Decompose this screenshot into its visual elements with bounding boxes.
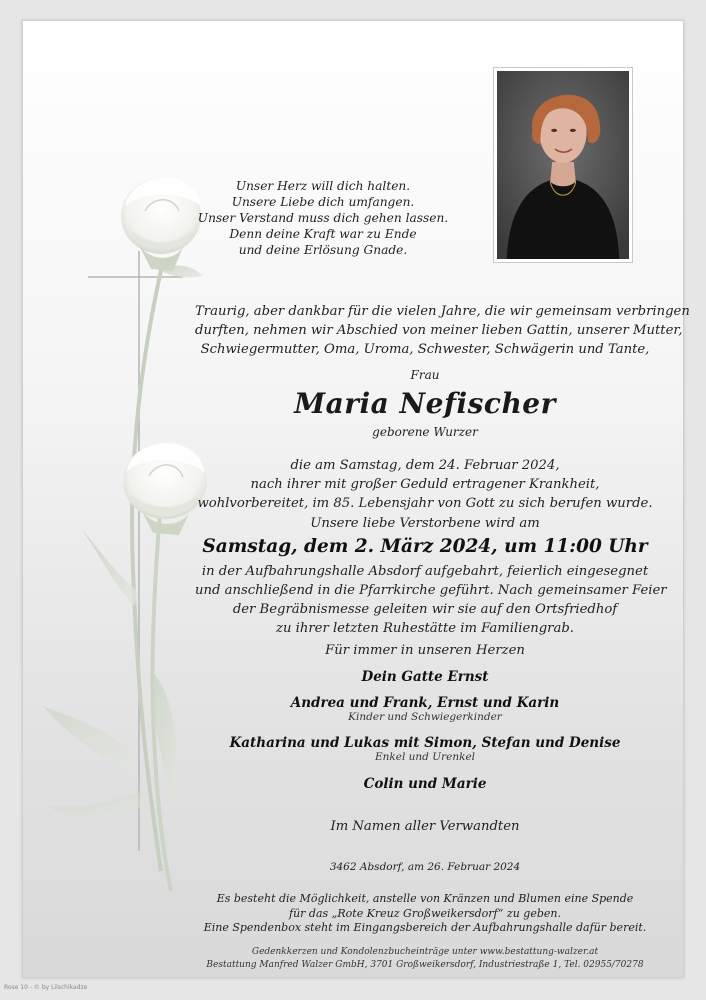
place-date: 3462 Absdorf, am 26. Februar 2024 xyxy=(329,861,521,873)
poem-line: Unser Herz will dich halten. xyxy=(235,179,411,193)
laid-out-intro: Unsere liebe Verstorbene wird am xyxy=(310,516,540,531)
death-line: die am Samstag, dem 24. Februar 2024, xyxy=(290,458,560,473)
death-line: wohlvorbereitet, im 85. Lebensjahr von Gott zu sich berufen wurde. xyxy=(197,496,653,511)
death-line: nach ihrer mit großer Geduld ertragener Krankheit, xyxy=(250,477,600,492)
family-names: Colin und Marie xyxy=(363,776,487,792)
rose-cross-illustration xyxy=(33,151,233,911)
intro-line: durften, nehmen wir Abschied von meiner lieben Gattin, unserer Mutter, xyxy=(195,323,683,338)
portrait-photo xyxy=(493,67,633,263)
family-entry xyxy=(195,735,655,763)
family-names: Katharina und Lukas mit Simon, Stefan und Denise xyxy=(229,735,621,751)
poem-line: Unsere Liebe dich umfangen. xyxy=(231,195,415,209)
family-names: Andrea und Frank, Ernst und Karin xyxy=(290,695,560,711)
family-entry xyxy=(195,776,655,792)
birth-name: geborene Wurzer xyxy=(372,425,478,439)
ceremony-line: und anschließend in die Pfarrkirche geführt. Nach gemeinsamer Feier xyxy=(195,583,667,598)
donation-note xyxy=(195,892,655,936)
family-names: Dein Gatte Ernst xyxy=(361,669,489,685)
poem-line: und deine Erlösung Gnade. xyxy=(238,243,408,257)
footer-line: Gedenkkerzen und Kondolenzbucheinträge unter www.bestattung-walzer.at xyxy=(251,947,599,957)
intro-line: Traurig, aber dankbar für die vielen Jahre, die wir gemeinsam verbringen xyxy=(195,304,690,319)
poem-line: Denn deine Kraft war zu Ende xyxy=(229,227,417,241)
ceremony-details xyxy=(195,562,667,638)
death-notice xyxy=(195,456,655,513)
forever-line: Für immer in unseren Herzen xyxy=(325,643,525,658)
family-entry xyxy=(195,669,655,685)
image-credit: Rose 10 - © by Lilschikadze xyxy=(4,984,88,991)
donation-line: für das „Rote Kreuz Großweikersdorf“ zu geben. xyxy=(289,906,561,920)
poem xyxy=(173,178,473,258)
donation-line: Eine Spendenbox steht im Eingangsbereich der Aufbahrungshalle dafür bereit. xyxy=(203,921,647,934)
ceremony-line: in der Aufbahrungshalle Absdorf aufgebahrt, feierlich eingesegnet xyxy=(201,564,649,579)
deceased-name: Maria Nefischer xyxy=(294,387,556,420)
intro-text xyxy=(195,302,690,359)
salutation: Frau xyxy=(410,368,440,382)
funeral-home-footer xyxy=(195,946,655,972)
ceremony-date: Samstag, dem 2. März 2024, um 11:00 Uhr xyxy=(202,536,648,557)
ceremony-line: zu ihrer letzten Ruhestätte im Familiengrab. xyxy=(276,621,574,636)
family-relation: Kinder und Schwiegerkinder xyxy=(348,711,502,723)
footer-line: Bestattung Manfred Walzer GmbH, 3701 Großweikersdorf, Industriestraße 1, Tel. 02955/70278 xyxy=(206,960,644,970)
intro-line: Schwiegermutter, Oma, Uroma, Schwester, Schwägerin und Tante, xyxy=(200,342,650,357)
on-behalf: Im Namen aller Verwandten xyxy=(330,819,520,834)
poem-line: Unser Verstand muss dich gehen lassen. xyxy=(197,211,449,225)
obituary-card xyxy=(22,20,690,978)
ceremony-line: der Begräbnismesse geleiten wir sie auf den Ortsfriedhof xyxy=(232,602,618,617)
donation-line: Es besteht die Möglichkeit, anstelle von Kränzen und Blumen eine Spende xyxy=(216,892,634,905)
family-entry xyxy=(195,695,655,723)
family-relation: Enkel und Urenkel xyxy=(374,751,476,763)
